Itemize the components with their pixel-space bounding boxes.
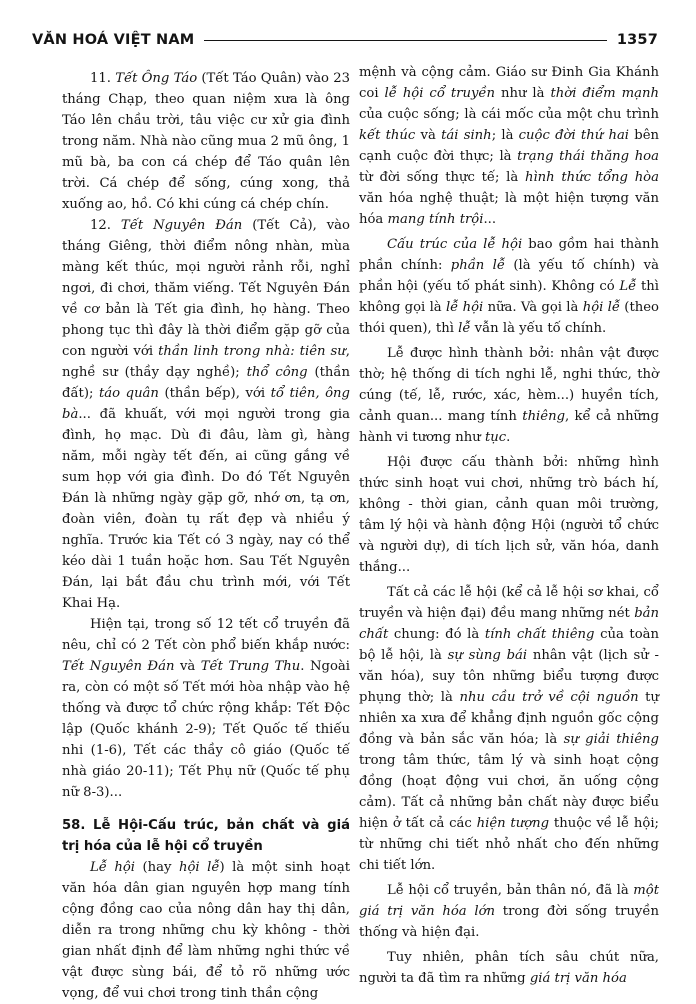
emphasis: hội lễ (178, 860, 220, 875)
paragraph-hoi-cau-thanh: Hội được cấu thành bởi: những hình thức sinh hoạt vui chơi, những trò bách hí, không - thời gian, cảnh quan môi trường, tâm lý hội và hành động Hội (người tổ chức và người dự), di tích lịch sử, văn hóa, danh thắng... (359, 455, 659, 575)
right-column (359, 62, 659, 989)
emphasis: thần linh trong nhà: tiên sư (158, 344, 346, 359)
emphasis: hiện tượng (476, 816, 550, 831)
left-column (62, 68, 350, 1004)
emphasis: Tết Ông Táo (115, 71, 198, 86)
emphasis: tính chất thiêng (484, 627, 595, 642)
emphasis: táo quân (98, 386, 159, 401)
page-number: 1357 (616, 32, 658, 48)
emphasis: Lễ (619, 279, 637, 294)
emphasis: Tết Nguyên Đán (62, 659, 175, 674)
paragraph-cau-truc: Cấu trúc của lễ hội bao gồm hai thành phần chính: phần lễ (là yếu tố chính) và phần hội (yếu tố phát sinh). Không có Lễ thì không gọi là lễ hội nữa. Và gọi là hội lễ (theo thói quen), thì lễ vẫn là yếu tố chính. (359, 237, 660, 336)
paragraph-gia-tri: Lễ hội cổ truyền, bản thân nó, đã là một giá trị văn hóa lớn trong đời sống truyền thống và hiện đại. (359, 883, 659, 940)
emphasis: mang tính trội (387, 212, 484, 227)
emphasis: lễ (458, 321, 471, 336)
emphasis: thổ công (246, 365, 308, 380)
emphasis: nhu cầu trở về cội nguồn (459, 690, 639, 705)
emphasis: thiêng (522, 409, 566, 424)
section-heading: 58. Lễ Hội-Cấu trúc, bản chất và giá trị hóa của lễ hội cổ truyền (62, 818, 350, 854)
emphasis: cuộc đời thứ hai (518, 128, 630, 143)
paragraph-le-hinh-thanh: Lễ được hình thành bởi: nhân vật được thờ; hệ thống di tích nghi lễ, nghi thức, thờ cúng (tế, lễ, rước, xác, hèm...) huyền tích, cảnh quan... mang tính thiêng, kể cả những hành vi tương như tục. (359, 346, 659, 445)
emphasis: Cấu trúc của lễ hội (387, 237, 523, 252)
paragraph-le-hoi-definition: Lễ hội (hay hội lễ) là một sinh hoạt văn hóa dân gian nguyên hợp mang tính cộng đồng cao của nông dân hay thị dân, diễn ra trong những chu kỳ không - thời gian nhất định để làm những nghi thức về vật được sùng bái, để tỏ rõ những ước vọng, để vui chơi trong tinh thần cộng (62, 860, 350, 1001)
paragraph-tet-ong-tao: 11. Tết Ông Táo (Tết Táo Quân) vào 23 tháng Chạp, theo quan niệm xưa là ông Táo lên chầu trời, tâu việc cư xử gia đình trong năm. Nhà nào cũng mua 2 mũ ông, 1 mũ bà, ba con cá chép để Táo quân lên trời. Cá chép để sống, cúng xong, thả xuống ao, hồ. Có khi cúng cá chép chín. (62, 71, 350, 212)
book-title: VĂN HOÁ VIỆT NAM (32, 32, 195, 48)
emphasis: Tết Trung Thu (200, 659, 301, 674)
emphasis: tổ tiên, ông bà (62, 386, 350, 422)
emphasis: Lễ hội (90, 860, 136, 875)
emphasis: phần lễ (450, 258, 505, 273)
emphasis: tục (484, 430, 507, 445)
emphasis: Tết Nguyên Đán (120, 218, 243, 233)
emphasis: sự giải thiêng (563, 732, 659, 747)
paragraph-continued: mệnh và cộng cảm. Giáo sư Đinh Gia Khánh coi lễ hội cổ truyền như là thời điểm mạnh của cuộc sống; là cái mốc của một chu trình kết thúc và tái sinh; là cuộc đời thứ hai bên cạnh cuộc đời thực; là trạng thái thăng hoa từ đời sống thực tế; là hình thức tổng hòa văn hóa nghệ thuật; là một hiện tượng văn hóa mang tính trội... (359, 65, 659, 227)
emphasis: lễ hội cổ truyền (384, 86, 496, 101)
emphasis: kết thúc (359, 128, 416, 143)
emphasis: hội lễ (582, 300, 620, 315)
header-rule (204, 40, 606, 41)
running-header (32, 28, 658, 52)
emphasis: tái sinh (441, 128, 492, 143)
paragraph-tet-nguyen-dan: 12. Tết Nguyên Đán (Tết Cả), vào tháng Giêng, thời điểm nông nhàn, mùa màng kết thúc, mọi người rảnh rỗi, nghỉ ngơi, đi chơi, thăm viếng. Tết Nguyên Đán về cơ bản là Tết gia đình, họ hàng. Theo phong tục thì đây là thời điểm gặp gỡ của con người với thần linh trong nhà: tiên sư, nghề sư (thầy dạy nghề); thổ công (thần đất); táo quân (thần bếp), với tổ tiên, ông bà... đã khuất, với mọi người trong gia đình, họ mạc. Dù đi đâu, làm gì, hàng năm, mỗi ngày tết đến, ai cũng gắng về sum họp với gia đình. Do đó Tết Nguyên Đán là những ngày gặp gỡ, nhớ ơn, tạ ơn, đoàn viên, đoàn tụ rất đẹp và nhiều ý nghĩa. Trước kia Tết có 3 ngày, nay có thể kéo dài 1 tuần hoặc hơn. Sau Tết Nguyên Đán, lại bắt đầu chu trình mới, với Tết Khai Hạ. (62, 218, 350, 611)
emphasis: thời điểm mạnh (550, 86, 659, 101)
emphasis: trạng thái thăng hoa (517, 149, 659, 164)
emphasis: bản chất (359, 606, 659, 642)
emphasis: một giá trị văn hóa lớn (359, 883, 659, 919)
paragraph-tuy-nhien: Tuy nhiên, phân tích sâu chút nữa, người ta đã tìm ra những giá trị văn hóa (359, 950, 659, 986)
paragraph-ban-chat: Tất cả các lễ hội (kể cả lễ hội sơ khai, cổ truyền và hiện đại) đều mang những nét bản chất chung: đó là tính chất thiêng của toàn bộ lễ hội, là sự sùng bái nhân vật (lịch sử - văn hóa), suy tôn những biểu tượng được phụng thờ; là nhu cầu trở về cội nguồn tự nhiên xa xưa để khẳng định nguồn gốc cộng đồng và bản sắc văn hóa; là sự giải thiêng trong tâm thức, tâm lý và sinh hoạt cộng đồng (hoạt động vui chơi, ăn uống cộng cảm). Tất cả những bản chất này được biểu hiện ở tất cả các hiện tượng thuộc về lễ hội; từ những chi tiết nhỏ nhất cho đến những chi tiết lớn. (359, 585, 659, 873)
emphasis: sự sùng bái (447, 648, 528, 663)
emphasis: giá trị văn hóa (529, 971, 627, 986)
paragraph-hien-tai: Hiện tại, trong số 12 tết cổ truyền đã nêu, chỉ có 2 Tết còn phổ biến khắp nước: Tết Nguyên Đán và Tết Trung Thu. Ngoài ra, còn có một số Tết mới hòa nhập vào hệ thống và được tổ chức rộng khắp: Tết Độc lập (Quốc khánh 2-9); Tết Quốc tế thiếu nhi (1-6), Tết các thầy cô giáo (Quốc tế nhà giáo 20-11); Tết Phụ nữ (Quốc tế phụ nữ 8-3)... (62, 617, 350, 800)
emphasis: hình thức tổng hòa (524, 170, 659, 185)
emphasis: lễ hội (445, 300, 484, 315)
